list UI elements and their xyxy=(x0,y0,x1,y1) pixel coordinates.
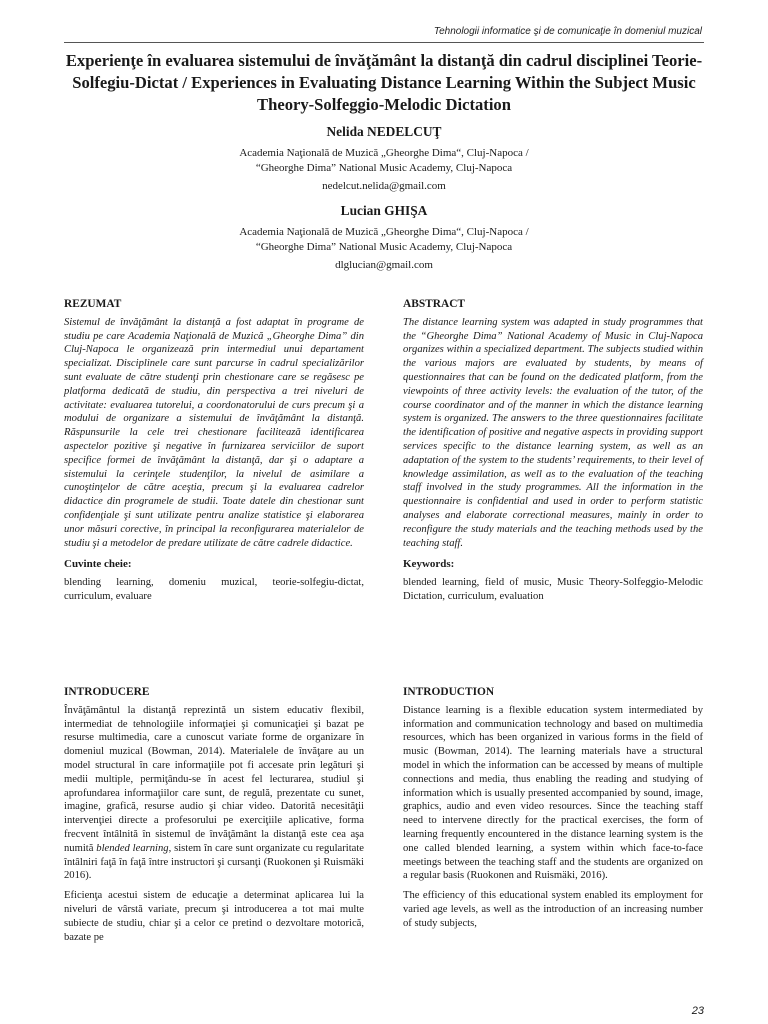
author-block-1 xyxy=(100,124,668,194)
author-name: Nelida NEDELCUŢ xyxy=(326,124,442,139)
running-header: Tehnologii informatice şi de comunicaţie în domeniul muzical xyxy=(433,26,702,37)
abstract-text: The distance learning system was adapted in study programmes that the “Gheorghe Dima” National Academy of Music in Cluj-Napoca organizes within a specialized department. The subjects studied within the various majors are evaluated by students, by means of questionnaires that can be found on the dedicated platform, from the viewpoints of three activity levels: the evaluation of the tutor, of the course coordinator and of the manner in which the distance learning system is organized. The answers to the three questionnaires facilitate the identification of positive and negative aspects in providing support services specific to the distance learning system, as well as an adaptation of the system to the students’ requirements, to their level of knowledge assimilation, as well as to the evaluation of the teaching staff involved in the study programmes. All the information in the questionnaire is confidential and used in order to perform statistic analyses and elaborate correctional measures, mainly in order to reconfigure the study materials and the teaching methods used by the teaching staff. xyxy=(403,316,703,549)
cuvinte-cheie-heading: Cuvinte cheie: xyxy=(64,558,132,571)
keywords-text: blended learning, field of music, Music Theory-Solfeggio-Melodic Dictation, curriculum, evaluation xyxy=(403,577,703,602)
introduction-section xyxy=(403,686,703,937)
introducere-p1-text: Învăţământul la distanţă reprezintă un sistem educativ flexibil, intermediat de tehnologiile informaţiei şi comunicaţiei şi bazat pe resurse multimedia, care a cunoscut variate forme de organizare în domeniul muzical (Bowman, 2014). Materialele de învăţare au un model structural în care informaţiile pot fi accesate prin legături şi medii multiple, permiţându-se în acest fel lecturarea, studiul şi aprofundarea informaţiilor care sunt, de regulă, prezentate cu sunet, imagine, grafică, resurse audio şi chiar video. Datorită necesităţii intervenţiei directe a profesorului pe exerciţiile aplicative, forma frecvent întâlnită în sistemul de învăţământ la distanţă este cea aşa numită xyxy=(64,704,364,854)
introducere-paragraph-2: Eficienţa acestui sistem de educaţie a determinat aplicarea lui la niveluri de vârstă variate, precum şi introducerea a tot mai multe subiecte de studiu, chiar şi a celor ce pretind o dezvoltare motorică, bazate pe xyxy=(64,890,364,943)
introduction-paragraph-1: Distance learning is a flexible education system intermediated by information and communication technology and based on multimedia resources, which has been organized in various forms in the field of music (Bowman, 2014). The learning materials have a structural model in which the information can be accessed by means of multiple connections and media, thus enabling the reading and studying of information which is usually presented accompanied by sound, image, graphics, audio and even video resources. Since the teaching staff need to intervene directly for the practical exercises, the form of learning frequently encountered in the distance learning system is the one called blended learning, a system within which face-to-face meetings between the teaching staff and the students are organized on a regular basis (Ruokonen and Ruismäki, 2016). xyxy=(403,704,703,882)
author-name: Lucian GHIŞA xyxy=(340,203,428,218)
introducere-p1-end: , sistem în care sunt organizate cu regularitate întâlniri faţă în faţă între instructori şi cursanţi (Ruokonen şi Ruismäki 2016). xyxy=(64,842,364,882)
introducere-heading: INTRODUCERE xyxy=(64,686,150,698)
introducere-p1-italic: blended learning xyxy=(96,842,169,854)
rezumat-heading: REZUMAT xyxy=(64,298,122,310)
author-email[interactable]: nedelcut.nelida@gmail.com xyxy=(322,180,446,192)
introduction-paragraph-2: The efficiency of this educational system enabled its employment for varied age levels, as well as the introduction of an increasing number of study subjects, xyxy=(403,890,703,929)
introducere-paragraph-1 xyxy=(64,704,364,883)
author-affiliation-ro: Academia Naţională de Muzică „Gheorghe Dima“, Cluj-Napoca / xyxy=(239,226,529,238)
paper-title: Experienţe în evaluarea sistemului de învăţământ la distanţă din cadrul disciplinei Teorie-Solfegiu-Dictat / Experiences in Evaluating Distance Learning Within the Subject Music Theory-Solfeggio-Melodic Dictation xyxy=(65,51,703,114)
rezumat-section xyxy=(64,298,364,604)
author-affiliation-ro: Academia Naţională de Muzică „Gheorghe Dima“, Cluj-Napoca / xyxy=(239,147,529,159)
introduction-heading: INTRODUCTION xyxy=(403,686,495,698)
header-rule xyxy=(64,42,704,43)
page-number: 23 xyxy=(691,1005,704,1017)
rezumat-text: Sistemul de învăţământ la distanţă a fost adaptat în programe de studiu pe care Academia Naţională de Muzică „Gheorghe Dima” din Cluj-Napoca le organizează prin intermediul unui departament specializat. Disciplinele care sunt parcurse în cadrul specializărilor sunt evaluate de către studenţi prin chestionare care se regăsesc pe platforma dedicată de studiu, din perspectiva a trei niveluri de activitate: evaluarea tutorelui, a coordonatorului de curs precum şi a modului de organizare a sistemului de învăţământ la distanţă. Răspunsurile la cele trei chestionare facilitează identificarea aspectelor pozitive şi negative în furnizarea serviciilor de suport specifice formei de învăţământ la distanţă, dar şi o adaptare a sistemului la cerinţele studenţilor, la nivelul de asimilare a cunoştinţelor de către aceştia, precum şi la evaluarea cadrelor didactice din programele de studii. Toate datele din chestionar sunt confidenţiale şi sunt utilizate pentru analize statistice şi elaborarea unor măsuri corective, în principal la reconfigurarea materialelor de studiu şi a metodelor de predare utilizate de către cadrele didactice. xyxy=(64,316,364,549)
abstract-heading: ABSTRACT xyxy=(403,298,466,310)
keywords-heading: Keywords: xyxy=(403,558,455,571)
author-affiliation-en: “Gheorghe Dima” National Music Academy, Cluj-Napoca xyxy=(255,162,513,174)
abstract-section xyxy=(403,298,703,604)
cuvinte-cheie-text: blending learning, domeniu muzical, teorie-solfegiu-dictat, curriculum, evaluare xyxy=(64,577,364,602)
author-affiliation-en: “Gheorghe Dima” National Music Academy, Cluj-Napoca xyxy=(255,241,513,253)
introducere-section xyxy=(64,686,364,950)
author-email[interactable]: dlglucian@gmail.com xyxy=(335,259,433,271)
author-block-2 xyxy=(100,203,668,273)
